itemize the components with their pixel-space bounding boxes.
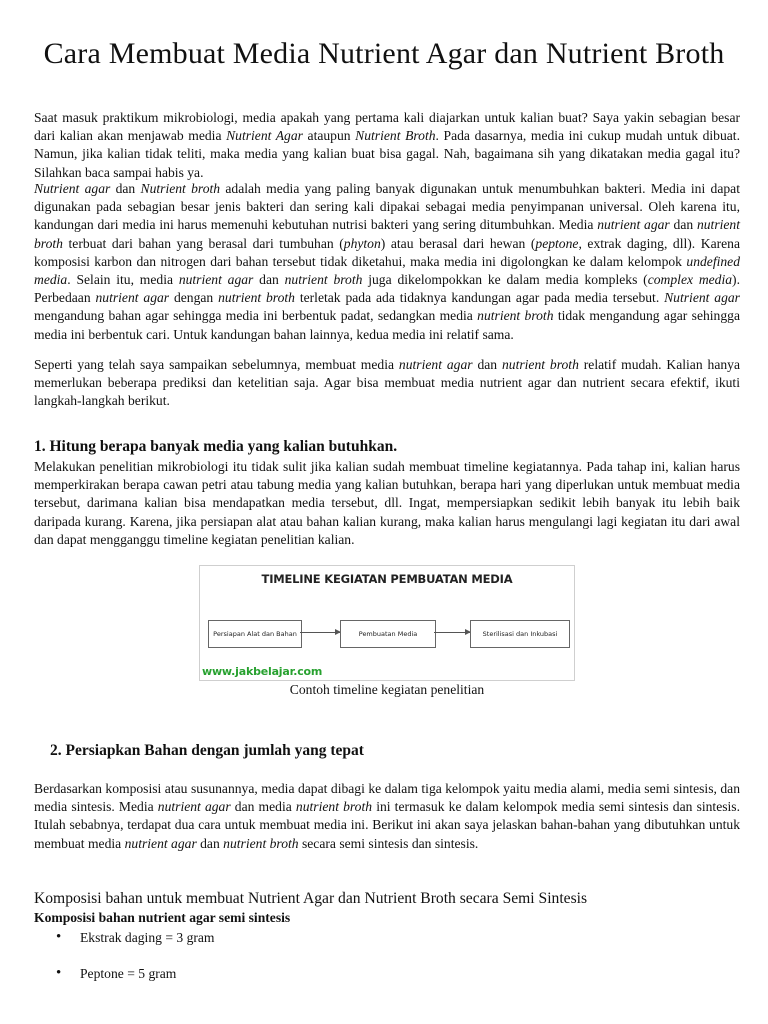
- italic-term: peptone: [535, 235, 579, 251]
- italic-term: nutrient broth: [501, 357, 579, 372]
- para-text: Berdasarkan komposisi atau susunannya, media dapat dibagi ke dalam tiga kelompok yaitu media alami, media semi sintesis, dan media sintesis. Media: [34, 781, 740, 815]
- para-text: tidak mengandung agar sehingga media ini berbentuk cari. Untuk kandungan bahan lainnya, kedua media ini relatif sama.: [34, 308, 740, 342]
- intro-text: Saat masuk praktikum mikrobiologi, media apakah yang pertama kali diajarkan untuk kalian buat? Saya yakin sebagian besar dari kalian akan menjawab media: [34, 110, 740, 144]
- para-text: dengan: [169, 290, 219, 306]
- definition-paragraph: [34, 180, 740, 344]
- ingredient-list: [50, 929, 215, 983]
- timeline-step-box: Persiapan Alat dan Bahan: [208, 620, 302, 648]
- composition-paragraph: [34, 780, 740, 853]
- italic-term: nutrient agar: [95, 290, 170, 306]
- page-title: Cara Membuat Media Nutrient Agar dan Nutrient Broth: [43, 37, 725, 70]
- italic-term: undefined media: [34, 253, 740, 288]
- para-text: ini termasuk ke dalam kelompok media semi sintesis dan sintesis. Itulah sebabnya, terdapat dua cara untuk membuat media ini. Berikut ini akan saya jelaskan bahan-bahan yang dibutuhkan untuk membuat media: [34, 799, 740, 851]
- italic-term: Nutrient agar: [34, 181, 111, 196]
- figure-caption: Contoh timeline kegiatan penelitian: [289, 682, 485, 697]
- section-heading: Komposisi bahan untuk membuat Nutrient Agar dan Nutrient Broth secara Semi Sintesis: [34, 890, 588, 907]
- italic-term: complex media: [647, 272, 733, 288]
- subsection-heading: Komposisi bahan nutrient agar semi sintesis: [34, 910, 291, 925]
- para-text: relatif mudah. Kalian hanya memerlukan beberapa prediksi dan ketelitian saja. Agar bisa membuat media nutrient agar dan nutrient secara efektif, ikuti langkah-langkah berikut.: [34, 357, 740, 409]
- arrow-right-icon: [434, 632, 470, 633]
- italic-term: nutrient broth: [295, 799, 373, 815]
- italic-term: nutrient broth: [223, 835, 299, 851]
- figure-title: TIMELINE KEGIATAN PEMBUATAN MEDIA: [261, 572, 513, 586]
- italic-term: nutrient broth: [284, 272, 363, 288]
- italic-term: phyton: [343, 235, 381, 251]
- step2-heading: 2. Persiapkan Bahan dengan jumlah yang tepat: [50, 742, 364, 759]
- para-text: , extrak daging, dll). Karena komposisi karbon dan nitrogen dari bahan tersebut tidak diketahui, maka media ini digolongkan ke dalam kelompok: [34, 235, 740, 269]
- italic-term: nutrient broth: [218, 290, 295, 306]
- italic-term: nutrient broth: [34, 217, 740, 251]
- timeline-step-box: Sterilisasi dan Inkubasi: [470, 620, 570, 648]
- italic-term: nutrient agar: [124, 835, 197, 851]
- step1-paragraph: Melakukan penelitian mikrobiologi itu tidak sulit jika kalian sudah membuat timeline kegiatannya. Pada tahap ini, kalian harus memperkirakan berapa cawan petri atau tabung media yang kalian butuhkan, berapa hari yang diperlukan untuk membuat media tersebut, darimana kalian bisa mendapatkan media tersebut, dll. Ingat, mempersiapkan sedikit lebih banyak itu lebih baik daripada kurang. Karena, jika persiapan alat atau bahan kalian kurang, maka kalian harus mengulangi lagi kegiatan itu dari awal dan dapat mengganggu timeline kegiatan penelitian kalian.: [34, 459, 740, 547]
- timeline-step-box: Pembuatan Media: [340, 620, 436, 648]
- para-text: . Selain itu, media: [67, 272, 179, 288]
- intro-italic-term: Nutrient Broth: [355, 128, 436, 144]
- intro-paragraph: [34, 109, 740, 182]
- italic-term: nutrient agar: [398, 357, 473, 372]
- para-text: ). Perbedaan: [34, 272, 740, 306]
- list-item: • Peptone = 5 gram: [50, 965, 215, 983]
- para-text: terletak pada ada tidaknya kandungan agar pada media tersebut.: [294, 290, 665, 306]
- para-text: dan: [253, 272, 285, 288]
- intro-text: . Pada dasarnya, media ini cukup mudah untuk dibuat. Namun, jika kalian tidak teliti, maka media yang kalian buat bisa gagal. Nah, bagaimana sih yang dikatakan media gagal itu? Silahkan baca sampai habis ya.: [34, 128, 740, 180]
- watermark: www.jakbelajar.com: [202, 665, 323, 678]
- para-text: dan: [472, 357, 502, 372]
- italic-term: nutrient agar: [157, 799, 231, 815]
- steps-intro-paragraph: [34, 356, 740, 411]
- italic-term: nutrient agar: [597, 217, 670, 233]
- arrow-right-icon: [300, 632, 340, 633]
- para-text: dan: [110, 181, 141, 196]
- para-text: juga dikelompokkan ke dalam media kompleks (: [362, 272, 648, 288]
- italic-term: Nutrient broth: [140, 181, 221, 196]
- list-item: • Ekstrak daging = 3 gram: [50, 929, 215, 947]
- step1-heading: 1. Hitung berapa banyak media yang kalian butuhkan.: [34, 438, 398, 455]
- para-text: ) atau berasal dari hewan (: [380, 235, 536, 251]
- para-text: adalah media yang paling banyak digunakan untuk menumbuhkan bakteri. Media ini dapat digunakan pada sebagian besar jenis bakteri dan sering kali dipakai sebagai media penyimpanan universal. Oleh karena itu, kandungan dari media ini harus memenuhi kebutuhan nutrisi bakteri yang sering ditumbuhkan. Media: [34, 181, 740, 233]
- para-text: mengandung bahan agar sehingga media ini berbentuk padat, sedangkan media: [34, 308, 478, 324]
- italic-term: nutrient agar: [178, 272, 254, 288]
- para-text: Seperti yang telah saya sampaikan sebelumnya, membuat media: [34, 357, 399, 372]
- para-text: dan: [669, 217, 697, 233]
- italic-term: Nutrient agar: [664, 290, 740, 306]
- italic-term: nutrient broth: [477, 308, 554, 324]
- para-text: dan: [196, 835, 224, 851]
- para-text: dan media: [230, 799, 296, 815]
- intro-text: ataupun: [302, 128, 356, 144]
- intro-italic-term: Nutrient Agar: [226, 128, 303, 144]
- timeline-figure: [199, 565, 575, 681]
- para-text: secara semi sintesis dan sintesis.: [298, 835, 479, 851]
- para-text: terbuat dari bahan yang berasal dari tumbuhan (: [62, 235, 344, 251]
